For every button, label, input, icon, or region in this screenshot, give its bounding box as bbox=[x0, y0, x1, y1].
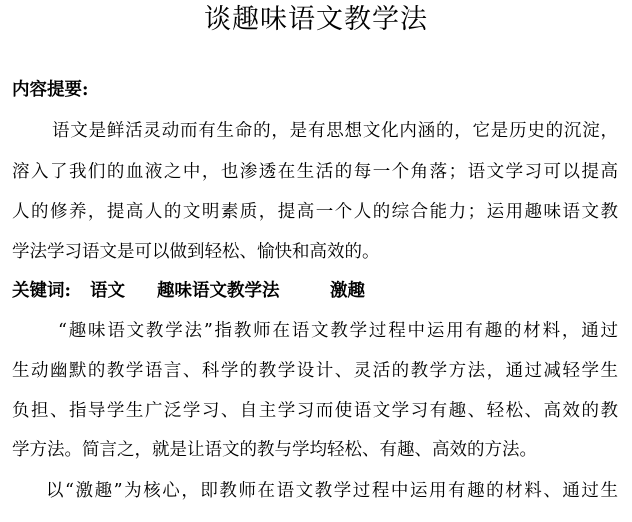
body-line: 学方法。简言之，就是让语文的教与学均轻松、有趣、高效的方法。 bbox=[12, 440, 537, 460]
keyword: 激趣 bbox=[330, 281, 365, 301]
abstract-line: 人的修养，提高人的文明素质，提高一个人的综合能力；运用趣味语文教 bbox=[12, 202, 618, 222]
keywords-label: 关键词: bbox=[12, 281, 71, 301]
keyword: 语文 bbox=[90, 281, 125, 301]
abstract-line: 溶入了我们的血液之中，也渗透在生活的每一个角落；语文学习可以提高 bbox=[12, 162, 618, 182]
document-title: 谈趣味语文教学法 bbox=[204, 4, 428, 35]
abstract-line: 学法学习语文是可以做到轻松、愉快和高效的。 bbox=[12, 242, 380, 262]
abstract-line: 语文是鲜活灵动而有生命的，是有思想文化内涵的，它是历史的沉淀， bbox=[52, 121, 618, 141]
body-line: 以“激趣”为核心，即教师在语文教学过程中运用有趣的材料、通过生 bbox=[46, 481, 618, 501]
abstract-label: 内容提要: bbox=[12, 80, 89, 100]
body-line: 生动幽默的教学语言、科学的教学设计、灵活的教学方法，通过减轻学生 bbox=[12, 361, 618, 381]
body-line: “趣味语文教学法”指教师在语文教学过程中运用有趣的材料，通过 bbox=[58, 321, 618, 341]
keywords-row bbox=[12, 279, 618, 303]
keyword: 趣味语文教学法 bbox=[157, 281, 280, 301]
body-line: 负担、指导学生广泛学习、自主学习而使语文学习有趣、轻松、高效的教 bbox=[12, 401, 618, 421]
